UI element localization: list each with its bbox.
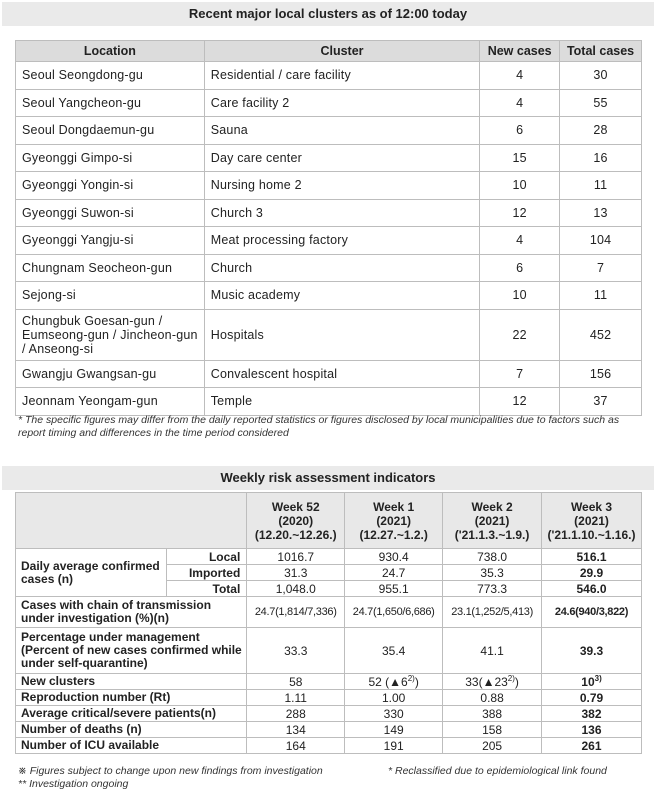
cell-new-cases: 6 (480, 254, 560, 282)
risk-row-local (16, 549, 642, 565)
risk-row-icu (16, 738, 642, 754)
table-row (16, 282, 642, 310)
critical-w2: 388 (443, 706, 542, 722)
table-row (16, 227, 642, 255)
risk-header-week-2: Week 2 (2021) ('21.1.3.~1.9.) (443, 493, 542, 549)
icu-label: Number of ICU available (16, 738, 247, 754)
risk-table (15, 492, 642, 754)
total-w1: 955.1 (345, 581, 443, 597)
rt-w3: 0.79 (542, 690, 642, 706)
critical-w3: 382 (542, 706, 642, 722)
sub-label-local: Local (167, 549, 247, 565)
table-row (16, 388, 642, 416)
deaths-w1: 149 (345, 722, 443, 738)
cell-location: Gyeonggi Yangju-si (16, 227, 205, 255)
cell-new-cases: 10 (480, 172, 560, 200)
chain-w1: 24.7(1,650/6,686) (345, 597, 443, 628)
clusters-header-row (16, 41, 642, 62)
cell-cluster: Convalescent hospital (204, 360, 480, 388)
rt-w1: 1.00 (345, 690, 443, 706)
chain-w2: 23.1(1,252/5,413) (443, 597, 542, 628)
critical-w52: 288 (247, 706, 345, 722)
cell-new-cases: 4 (480, 62, 560, 90)
table-row (16, 62, 642, 90)
risk-row-deaths (16, 722, 642, 738)
risk-footnote-left-2: ** Investigation ongoing (18, 778, 129, 790)
risk-header-blank (16, 493, 247, 549)
cell-location: Chungbuk Goesan-gun / Eumseong-gun / Jincheon-gun / Anseong-si (16, 309, 205, 360)
cell-total-cases: 13 (560, 199, 642, 227)
total-w52: 1,048.0 (247, 581, 345, 597)
imported-w52: 31.3 (247, 565, 345, 581)
chain-w52: 24.7(1,814/7,336) (247, 597, 345, 628)
cell-location: Gyeonggi Yongin-si (16, 172, 205, 200)
table-row (16, 172, 642, 200)
daily-average-label: Daily average confirmed cases (n) (16, 549, 167, 597)
deaths-label: Number of deaths (n) (16, 722, 247, 738)
cell-location: Jeonnam Yeongam-gun (16, 388, 205, 416)
header-new-cases: New cases (480, 41, 560, 62)
deaths-w3: 136 (542, 722, 642, 738)
cell-total-cases: 104 (560, 227, 642, 255)
cell-cluster: Hospitals (204, 309, 480, 360)
clusters-w1: 52 (▲6$^{2)}$) (345, 674, 443, 690)
cell-location: Gwangju Gwangsan-gu (16, 360, 205, 388)
cell-cluster: Meat processing factory (204, 227, 480, 255)
cell-total-cases: 37 (560, 388, 642, 416)
clusters-title: Recent major local clusters as of 12:00 today (2, 2, 654, 26)
cell-location: Chungnam Seocheon-gun (16, 254, 205, 282)
cell-location: Gyeonggi Suwon-si (16, 199, 205, 227)
table-row (16, 199, 642, 227)
rt-w52: 1.11 (247, 690, 345, 706)
cell-new-cases: 12 (480, 388, 560, 416)
cell-new-cases: 7 (480, 360, 560, 388)
table-row (16, 89, 642, 117)
risk-row-rt (16, 690, 642, 706)
icu-w2: 205 (443, 738, 542, 754)
cell-cluster: Music academy (204, 282, 480, 310)
deaths-w52: 134 (247, 722, 345, 738)
imported-w1: 24.7 (345, 565, 443, 581)
cell-location: Sejong-si (16, 282, 205, 310)
cell-total-cases: 16 (560, 144, 642, 172)
rt-w2: 0.88 (443, 690, 542, 706)
mgmt-w3: 39.3 (542, 628, 642, 674)
risk-row-management (16, 628, 642, 674)
cell-new-cases: 4 (480, 227, 560, 255)
sub-label-total: Total (167, 581, 247, 597)
risk-row-new-clusters (16, 674, 642, 690)
cell-cluster: Church (204, 254, 480, 282)
cell-total-cases: 11 (560, 172, 642, 200)
table-row (16, 117, 642, 145)
local-w3: 516.1 (542, 549, 642, 565)
risk-header-row (16, 493, 642, 549)
table-row (16, 309, 642, 360)
risk-header-week-3: Week 3 (2021) ('21.1.10.~1.16.) (542, 493, 642, 549)
risk-footnote-right: * Reclassified due to epidemiological link found (388, 765, 607, 777)
risk-header-week-1: Week 1 (2021) (12.27.~1.2.) (345, 493, 443, 549)
clusters-footnote: * The specific figures may differ from the daily reported statistics or figures disclosed by local municipalities due to factors such as report timing and differences in the time period considered (18, 414, 620, 439)
total-w2: 773.3 (443, 581, 542, 597)
table-row (16, 254, 642, 282)
clusters-w3: 10$^{3)}$ (542, 674, 642, 690)
cell-cluster: Church 3 (204, 199, 480, 227)
header-cluster: Cluster (204, 41, 480, 62)
cell-cluster: Temple (204, 388, 480, 416)
mgmt-w2: 41.1 (443, 628, 542, 674)
local-w52: 1016.7 (247, 549, 345, 565)
header-location: Location (16, 41, 205, 62)
risk-footnote (18, 765, 648, 791)
cell-location: Seoul Seongdong-gu (16, 62, 205, 90)
cell-new-cases: 6 (480, 117, 560, 145)
chain-w3: 24.6(940/3,822) (542, 597, 642, 628)
risk-header-week-52: Week 52 (2020) (12.20.~12.26.) (247, 493, 345, 549)
cell-total-cases: 156 (560, 360, 642, 388)
rt-label: Reproduction number (Rt) (16, 690, 247, 706)
cell-new-cases: 15 (480, 144, 560, 172)
clusters-w52: 58 (247, 674, 345, 690)
new-clusters-label: New clusters (16, 674, 247, 690)
imported-w3: 29.9 (542, 565, 642, 581)
table-row (16, 144, 642, 172)
critical-label: Average critical/severe patients(n) (16, 706, 247, 722)
cell-total-cases: 11 (560, 282, 642, 310)
cell-new-cases: 10 (480, 282, 560, 310)
local-w1: 930.4 (345, 549, 443, 565)
cell-cluster: Residential / care facility (204, 62, 480, 90)
table-row (16, 360, 642, 388)
cell-location: Gyeonggi Gimpo-si (16, 144, 205, 172)
cell-cluster: Care facility 2 (204, 89, 480, 117)
mgmt-w52: 33.3 (247, 628, 345, 674)
cell-new-cases: 22 (480, 309, 560, 360)
cell-cluster: Day care center (204, 144, 480, 172)
clusters-table (15, 40, 642, 416)
risk-row-critical (16, 706, 642, 722)
header-total-cases: Total cases (560, 41, 642, 62)
sub-label-imported: Imported (167, 565, 247, 581)
cell-total-cases: 55 (560, 89, 642, 117)
cell-location: Seoul Dongdaemun-gu (16, 117, 205, 145)
cell-new-cases: 12 (480, 199, 560, 227)
chain-label: Cases with chain of transmission under investigation (%)(n) (16, 597, 247, 628)
cell-location: Seoul Yangcheon-gu (16, 89, 205, 117)
cell-total-cases: 30 (560, 62, 642, 90)
risk-footnote-left-1: ※ Figures subject to change upon new findings from investigation (18, 765, 323, 777)
icu-w1: 191 (345, 738, 443, 754)
cell-cluster: Sauna (204, 117, 480, 145)
cell-new-cases: 4 (480, 89, 560, 117)
deaths-w2: 158 (443, 722, 542, 738)
imported-w2: 35.3 (443, 565, 542, 581)
cell-total-cases: 452 (560, 309, 642, 360)
cell-total-cases: 7 (560, 254, 642, 282)
risk-row-chain (16, 597, 642, 628)
icu-w3: 261 (542, 738, 642, 754)
clusters-w2: 33(▲23$^{2)}$) (443, 674, 542, 690)
icu-w52: 164 (247, 738, 345, 754)
total-w3: 546.0 (542, 581, 642, 597)
cell-cluster: Nursing home 2 (204, 172, 480, 200)
cell-total-cases: 28 (560, 117, 642, 145)
local-w2: 738.0 (443, 549, 542, 565)
risk-title: Weekly risk assessment indicators (2, 466, 654, 490)
critical-w1: 330 (345, 706, 443, 722)
mgmt-w1: 35.4 (345, 628, 443, 674)
management-label: Percentage under management (Percent of new cases confirmed while under self-quarantine) (16, 628, 247, 674)
